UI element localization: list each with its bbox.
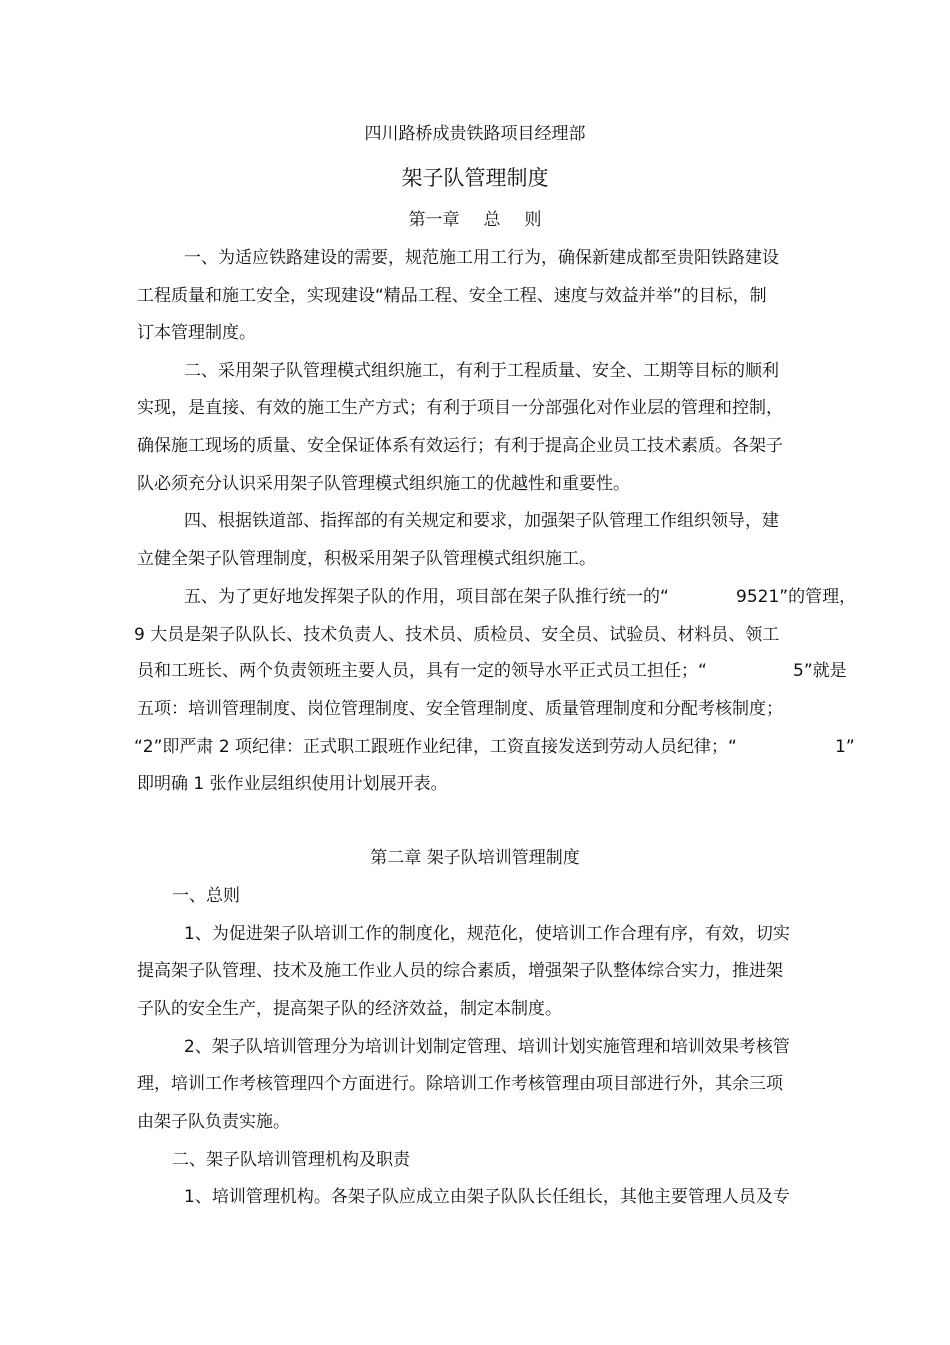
paragraph-line: 理，培训工作考核管理四个方面进行。除培训工作考核管理由项目部进行外，其余三项 [137,1074,783,1094]
chapter-1-heading-word1: 总 [483,210,501,230]
chapter-1-heading-word2: 则 [524,210,542,230]
paragraph-line: 员和工班长、两个负责领班主要人员，具有一定的领导水平正式员工担任；“ [137,661,707,681]
chapter-1-heading-number: 第一章 [408,210,460,230]
paragraph-line: 即明确 1 张作业层组织使用计划展开表。 [137,774,448,794]
document-title: 架子队管理制度 [401,166,549,190]
paragraph-line: “2”即严肃 2 项纪律：正式职工跟班作业纪律，工资直接发送到劳动人员纪律；“ [134,737,737,757]
paragraph-line: 二、采用架子队管理模式组织施工，有利于工程质量、安全、工期等目标的顺利 [184,361,779,381]
paragraph-line: 1、为促进架子队培训工作的制度化，规范化，使培训工作合理有序，有效，切实 [184,924,790,944]
paragraph-line: 1、培训管理机构。各架子队应成立由架子队队长任组长，其他主要管理人员及专 [184,1187,790,1207]
paragraph-line: 实现，是直接、有效的施工生产方式；有利于项目一分部强化对作业层的管理和控制， [137,398,783,418]
paragraph-line: 2、架子队培训管理分为培训计划制定管理、培训计划实施管理和培训效果考核管 [184,1037,790,1057]
paragraph-line: 9 大员是架子队队长、技术负责人、技术员、质检员、安全员、试验员、材料员、领工 [134,625,780,645]
paragraph-line: 子队的安全生产，提高架子队的经济效益，制定本制度。 [137,999,562,1019]
section-heading: 一、总则 [172,886,240,906]
paragraph-line: 队必须充分认识采用架子队管理模式组织施工的优越性和重要性。 [137,474,630,494]
paragraph-line: 立健全架子队管理制度，积极采用架子队管理模式组织施工。 [137,549,596,569]
paragraph-line-fragment: 5”就是 [793,661,847,681]
paragraph-line: 五项：培训管理制度、岗位管理制度、安全管理制度、质量管理制度和分配考核制度； [137,699,783,719]
paragraph-line: 工程质量和施工安全，实现建设“精品工程、安全工程、速度与效益并举”的目标，制 [137,286,767,306]
paragraph-line: 订本管理制度。 [137,323,256,343]
paragraph-line: 确保施工现场的质量、安全保证体系有效运行；有利于提高企业员工技术素质。各架子 [137,436,783,456]
chapter-1-heading [0,208,950,232]
paragraph-line: 一、为适应铁路建设的需要，规范施工用工行为，确保新建成都至贵阳铁路建设 [184,248,779,268]
paragraph-line-fragment: 1” [835,737,855,757]
paragraph-line-fragment: 9521”的管理， [736,587,857,607]
paragraph-line: 五、为了更好地发挥架子队的作用，项目部在架子队推行统一的“ [184,587,669,607]
chapter-2-heading: 第二章 架子队培训管理制度 [370,848,580,868]
paragraph-line: 由架子队负责实施。 [137,1112,290,1132]
section-heading: 二、架子队培训管理机构及职责 [172,1150,410,1170]
paragraph-line: 四、根据铁道部、指挥部的有关规定和要求，加强架子队管理工作组织领导，建 [184,511,779,531]
org-name: 四川路桥成贵铁路项目经理部 [364,124,586,144]
paragraph-line: 提高架子队管理、技术及施工作业人员的综合素质，增强架子队整体综合实力，推进架 [137,961,783,981]
